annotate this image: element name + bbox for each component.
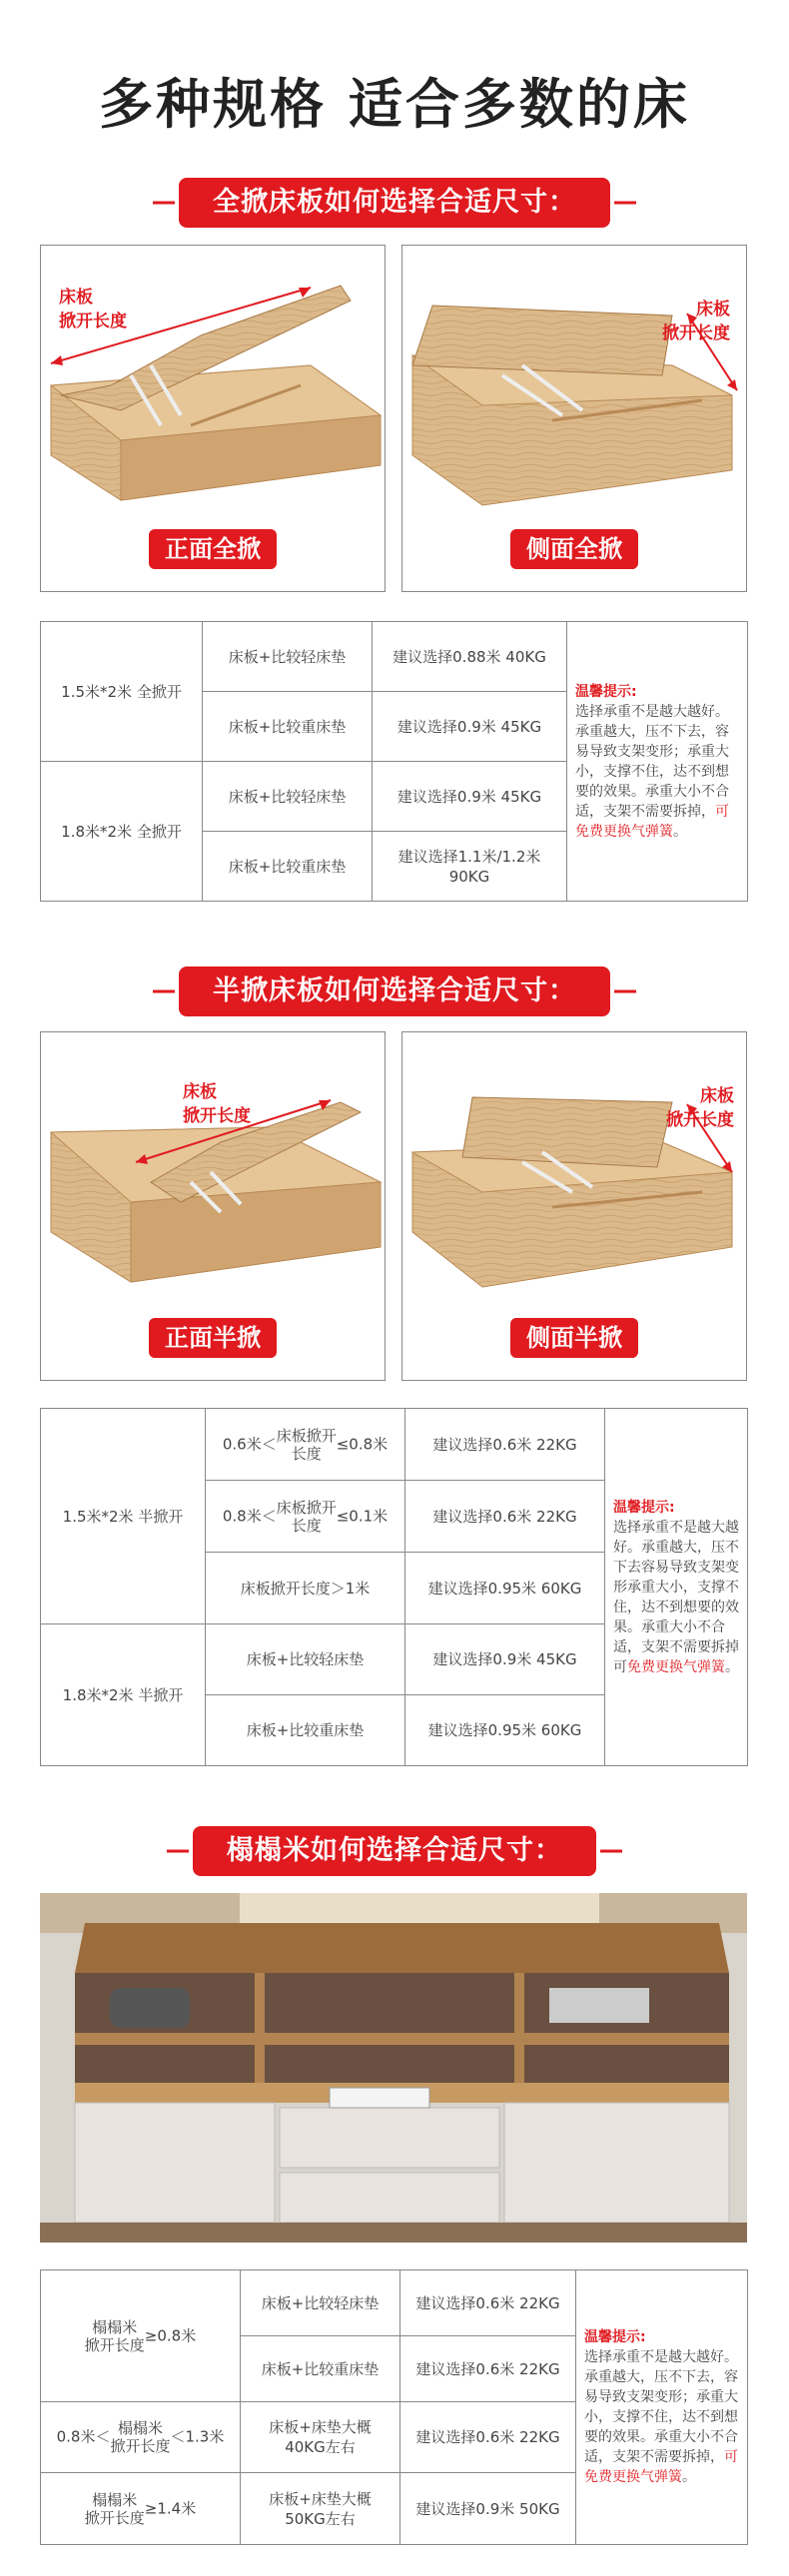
lift-length-annotation: 床板 掀开长度 <box>59 288 127 331</box>
section-heading-full: 全掀床板如何选择合适尺寸： <box>179 178 610 228</box>
recommendation-cell: 建议选择0.6米 22KG <box>400 2336 576 2402</box>
recommendation-cell: 建议选择0.88米 40KG <box>373 622 567 692</box>
photo-caption: 正面全掀 <box>149 529 277 569</box>
size-cell: 1.8米*2米 全掀开 <box>41 762 203 902</box>
condition-cell <box>206 1481 405 1553</box>
lift-length-annotation: 床板 掀开长度 <box>183 1082 251 1126</box>
section-heading-half: 半掀床板如何选择合适尺寸： <box>179 966 610 1016</box>
condition-label: 榻榻米 掀开长度 <box>110 2419 171 2455</box>
condition-suffix: ≥0.8米 <box>144 2326 197 2344</box>
tip-end: 。 <box>682 2469 696 2485</box>
load-cell: 床板+床垫大概 40KG左右 <box>241 2402 400 2473</box>
tip-cell <box>567 622 748 902</box>
recommendation-cell: 建议选择0.9米 50KG <box>400 2473 576 2545</box>
photo-caption: 侧面全掀 <box>510 529 638 569</box>
condition-cell: 床板掀开长度＞1米 <box>206 1553 405 1624</box>
tip-end: 。 <box>673 823 687 840</box>
load-cell: 床板+比较重床垫 <box>241 2336 400 2402</box>
load-cell: 床板+比较轻床垫 <box>241 2270 400 2336</box>
condition-cell: 床板+比较重床垫 <box>203 692 373 762</box>
condition-cell <box>206 1409 405 1481</box>
condition-cell: 床板+比较轻床垫 <box>206 1624 405 1695</box>
condition-prefix: 0.6米＜ <box>222 1435 277 1453</box>
full-lift-spec-table <box>40 621 748 902</box>
tip-body: 选择承重不是越大越好。承重越大，压不下去，容易导致支架变形；承重大小，支撑不住，达不到想要的效果。承重大小不合适，支架不需要拆掉， <box>584 2349 738 2465</box>
photo-side-half-lift <box>401 1031 747 1381</box>
tip-highlight: 免费更换气弹簧 <box>627 1658 725 1675</box>
page-title: 多种规格 适合多数的床 <box>99 73 690 136</box>
recommendation-cell: 建议选择0.9米 45KG <box>405 1624 605 1695</box>
tip-highlight: 可免费更换气弹簧 <box>584 2449 738 2485</box>
condition-suffix: ＜1.3米 <box>170 2427 225 2446</box>
condition-cell: 床板+比较重床垫 <box>203 832 373 902</box>
tip-title: 温馨提示: <box>584 2329 646 2345</box>
condition-cell: 床板+比较轻床垫 <box>203 622 373 692</box>
condition-cell: 床板+比较重床垫 <box>206 1695 405 1766</box>
lift-length-annotation: 床板 掀开长度 <box>666 1086 734 1130</box>
photo-front-full-lift <box>40 245 386 592</box>
condition-label: 榻榻米 掀开长度 <box>84 2317 145 2354</box>
condition-label: 榻榻米 掀开长度 <box>84 2490 145 2527</box>
condition-label: 床板掀开 长度 <box>276 1498 337 1535</box>
condition-suffix: ≤0.1米 <box>336 1507 389 1525</box>
tip-cell <box>605 1409 748 1766</box>
condition-cell <box>41 2473 241 2545</box>
load-cell: 床板+床垫大概 50KG左右 <box>241 2473 400 2545</box>
half-lift-spec-table <box>40 1408 748 1766</box>
recommendation-cell: 建议选择0.6米 22KG <box>400 2270 576 2336</box>
recommendation-cell: 建议选择0.6米 22KG <box>405 1409 605 1481</box>
recommendation-cell: 建议选择0.6米 22KG <box>405 1481 605 1553</box>
recommendation-cell: 建议选择0.95米 60KG <box>405 1553 605 1624</box>
photo-side-full-lift <box>401 245 747 592</box>
photo-tatami <box>40 1893 747 2243</box>
photo-caption: 正面半掀 <box>149 1318 277 1358</box>
lift-length-annotation: 床板 掀开长度 <box>662 300 730 343</box>
tip-title: 温馨提示: <box>613 1499 675 1516</box>
recommendation-cell: 建议选择0.6米 22KG <box>400 2402 576 2473</box>
recommendation-cell: 建议选择0.9米 45KG <box>373 762 567 832</box>
condition-prefix: 0.8米＜ <box>222 1507 277 1525</box>
photo-front-half-lift <box>40 1031 386 1381</box>
condition-cell <box>41 2402 241 2473</box>
recommendation-cell: 建议选择0.95米 60KG <box>405 1695 605 1766</box>
tatami-illustration <box>40 1893 747 2243</box>
size-cell: 1.5米*2米 半掀开 <box>41 1409 206 1624</box>
condition-suffix: ≥1.4米 <box>144 2499 197 2517</box>
condition-suffix: ≤0.8米 <box>336 1435 389 1453</box>
tip-end: 。 <box>725 1658 739 1675</box>
recommendation-cell: 建议选择0.9米 45KG <box>373 692 567 762</box>
condition-label: 床板掀开 长度 <box>276 1426 337 1463</box>
tatami-spec-table <box>40 2269 748 2545</box>
condition-prefix: 0.8米＜ <box>56 2427 111 2446</box>
tip-title: 温馨提示: <box>575 683 637 700</box>
tip-body: 选择承重不是越大越好。承重越大，压不下去容易导致支架变形承重大小，支撑不住，达不到想要的效果。承重大小不合适，支架不需要拆掉可 <box>613 1519 739 1675</box>
tip-cell <box>576 2270 748 2545</box>
size-cell: 1.5米*2米 全掀开 <box>41 622 203 762</box>
condition-cell: 床板+比较轻床垫 <box>203 762 373 832</box>
photo-caption: 侧面半掀 <box>510 1318 638 1358</box>
tip-body: 选择承重不是越大越好。承重越大，压不下去，容易导致支架变形；承重大小，支撑不住，达不到想要的效果。承重大小不合适，支架不需要拆掉， <box>575 703 729 820</box>
condition-cell <box>41 2270 241 2402</box>
section-heading-tatami: 榻榻米如何选择合适尺寸： <box>193 1826 596 1876</box>
recommendation-cell: 建议选择1.1米/1.2米 90KG <box>373 832 567 902</box>
size-cell: 1.8米*2米 半掀开 <box>41 1624 206 1766</box>
tip-highlight: 可免费更换气弹簧 <box>575 803 729 840</box>
